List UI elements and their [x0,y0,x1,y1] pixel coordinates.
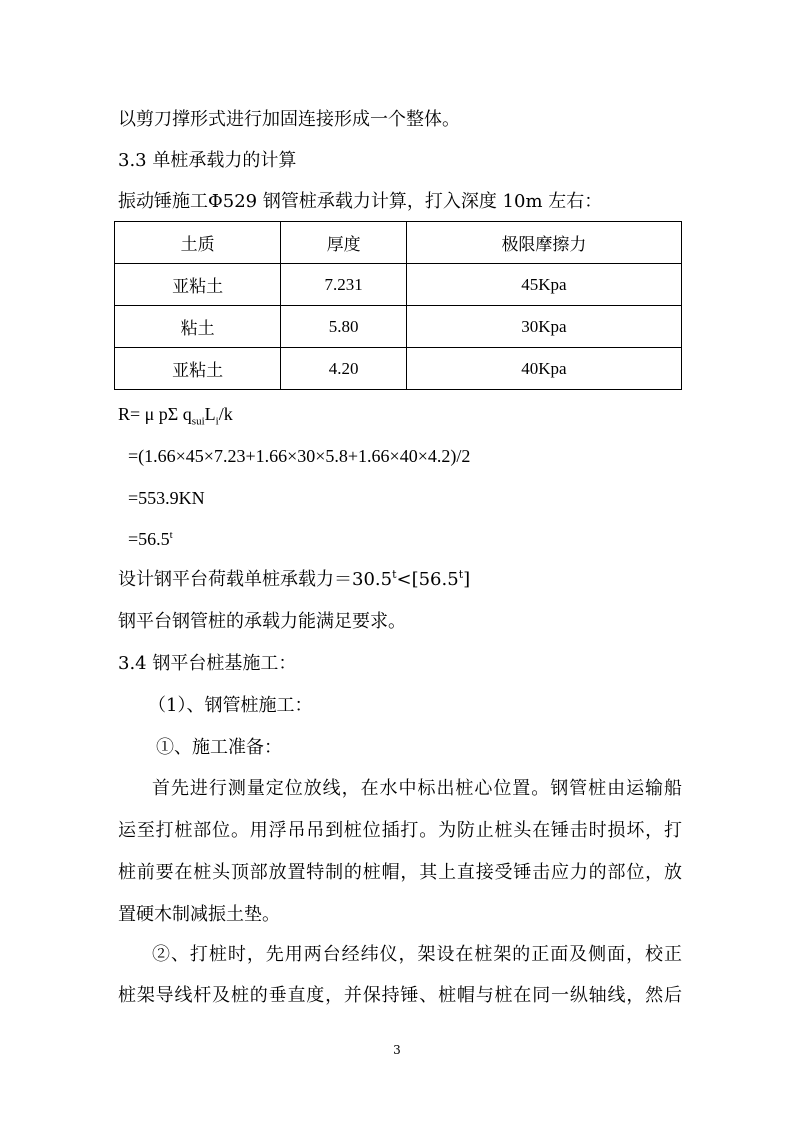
table-header: 土质 [115,222,281,264]
section-heading-3-4: 3.4 钢平台桩基施工： [118,653,297,674]
list-item-1: （1）、钢管桩施工： [148,695,313,716]
table-cell: 4.20 [281,348,407,390]
list-item-1a: ①、施工准备： [156,737,282,758]
paragraph-line: 首先进行测量定位放线，在水中标出桩心位置。钢管桩由运输船 [152,778,682,799]
intro-paragraph: 振动锤施工Φ529 钢管桩承载力计算，打入深度 10m 左右： [118,191,603,212]
section-heading-3-3: 3.3 单桩承载力的计算 [118,150,297,171]
table-header-row [115,222,682,264]
conclusion-line: 钢平台钢管桩的承载力能满足要求。 [118,611,406,632]
table-header: 厚度 [281,222,407,264]
table-cell: 5.80 [281,306,407,348]
table-cell: 粘土 [115,306,281,348]
table-header: 极限摩擦力 [406,222,681,264]
page-number: 3 [393,1043,401,1057]
table-row [115,264,682,306]
design-load-line: 设计钢平台荷载单桩承载力$=30.5^t<[56.5^t]$ [118,568,471,590]
table-cell: 30Kpa [406,306,681,348]
table-cell: 7.231 [281,264,407,306]
table-cell: 亚粘土 [115,348,281,390]
formula-step-3: $=56.5^t$ [128,529,173,549]
table-cell: 40Kpa [406,348,681,390]
formula-definition: R= μ pΣ $q_{sui}L_i/k$ [118,404,233,428]
formula-step-1: =(1.66×45×7.23+1.66×30×5.8+1.66×40×4.2)/2 [128,446,471,466]
paragraph-line: 桩前要在桩头顶部放置特制的桩帽，其上直接受锤击应力的部位，放 [118,862,682,883]
table-cell: 亚粘土 [115,264,281,306]
table-cell: 45Kpa [406,264,681,306]
paragraph-line: 桩架导线杆及桩的垂直度，并保持锤、桩帽与桩在同一纵轴线，然后 [118,985,682,1006]
paragraph-line: 置硬木制减振土垫。 [118,904,280,925]
paragraph-continuation: 以剪刀撑形式进行加固连接形成一个整体。 [118,109,460,130]
paragraph-line: ②、打桩时，先用两台经纬仪，架设在桩架的正面及侧面，校正 [152,944,682,965]
formula-step-2: =553.9KN [128,488,205,508]
paragraph-line: 运至打桩部位。用浮吊吊到桩位插打。为防止桩头在锤击时损坏，打 [118,820,682,841]
table-row [115,348,682,390]
table-row [115,306,682,348]
soil-friction-table [114,221,682,390]
